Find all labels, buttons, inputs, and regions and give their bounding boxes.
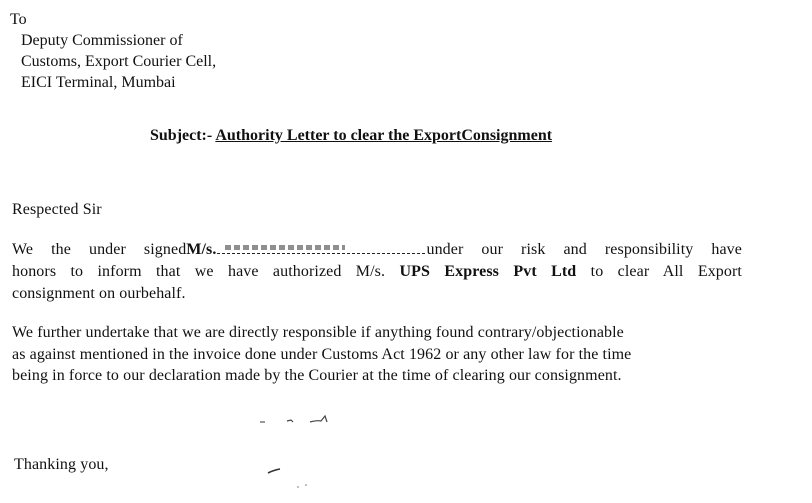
- subject-line: [150, 127, 552, 145]
- para1-line-3: consignment on ourbehalf.: [12, 285, 186, 302]
- para2-line-2: as against mentioned in the invoice done under Customs Act 1962 or any other law for the time: [12, 346, 632, 363]
- redacted-company-name: [217, 241, 425, 254]
- address-to: To: [10, 11, 27, 28]
- scan-mark-dots: [292, 478, 322, 494]
- para1-line1-end: under our risk and responsibility have: [426, 241, 742, 258]
- para1-line-1: [12, 241, 742, 259]
- address-line-1: Deputy Commissioner of: [21, 32, 183, 49]
- para1-line1-start: We the under signed: [12, 241, 187, 258]
- para2-line-3: being in force to our declaration made by the Courier at the time of clearing our consignment.: [12, 367, 622, 384]
- subject-text: Authority Letter to clear the ExportConsignment: [215, 127, 553, 144]
- scan-mark-stamp: [255, 408, 345, 428]
- salutation: Respected Sir: [12, 201, 102, 218]
- para2-line-1: We further undertake that we are directly responsible if anything found contrary/objectionable: [12, 324, 624, 341]
- para1-company: UPS Express Pvt Ltd: [399, 263, 577, 280]
- para1-ms-label: M/s.: [186, 241, 217, 258]
- para1-line2-start: honors to inform that we have authorized M/s.: [12, 263, 386, 280]
- para1-line2-end: to clear All Export: [590, 263, 742, 280]
- scan-mark-signature: [262, 462, 292, 478]
- subject-prefix: Subject:-: [150, 127, 213, 144]
- closing: Thanking you,: [14, 456, 109, 473]
- address-line-2: Customs, Export Courier Cell,: [21, 53, 217, 70]
- para1-line-2: [12, 263, 742, 281]
- address-line-3: EICI Terminal, Mumbai: [21, 74, 176, 91]
